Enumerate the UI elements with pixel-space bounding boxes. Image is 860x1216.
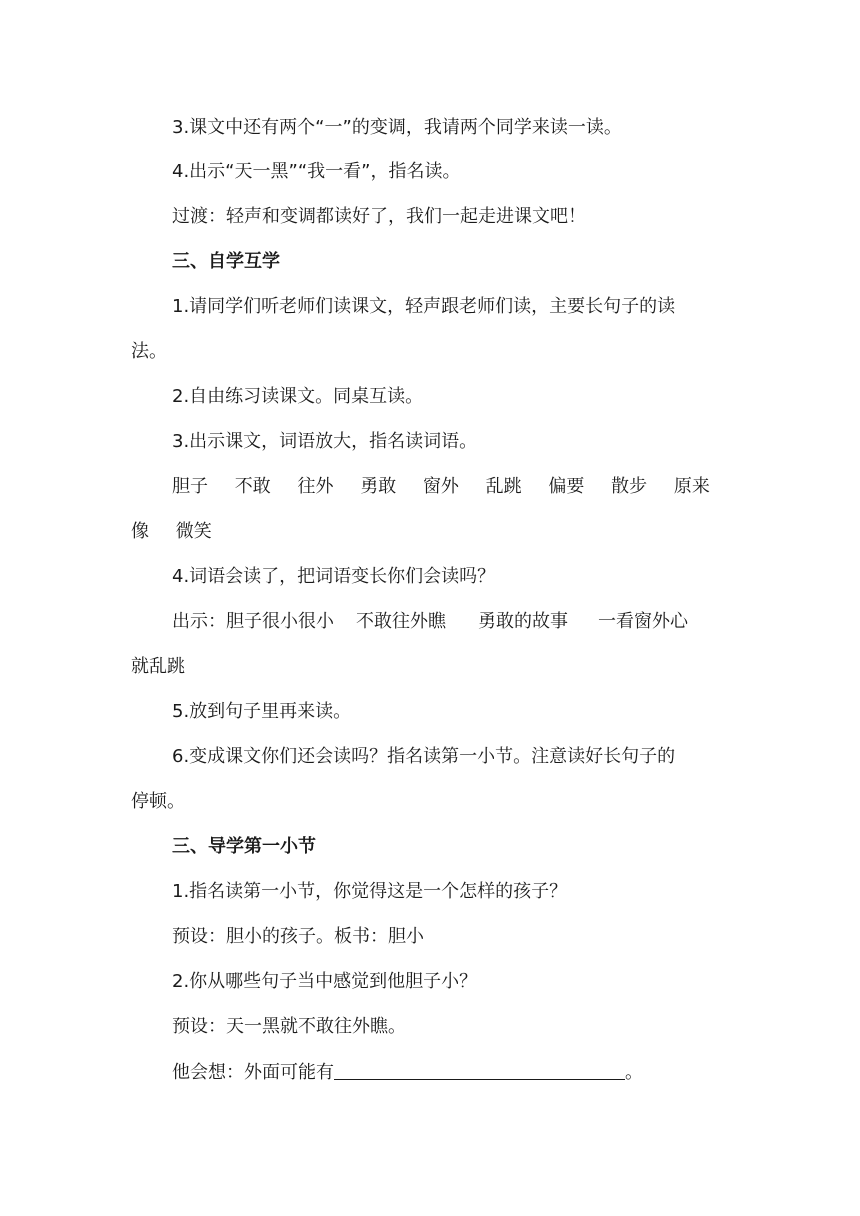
- paragraph-step-2-practice: 2.自由练习读课文。同桌互读。: [172, 386, 424, 407]
- phrase-row-continued: 就乱跳: [131, 656, 185, 677]
- phrase: 不敢往外瞧: [356, 611, 446, 632]
- vocab-word: 勇敢: [360, 476, 397, 497]
- fill-in-suffix: 。: [625, 1062, 643, 1083]
- phrase: 勇敢的故事: [478, 611, 568, 632]
- phrase: 胆子很小很小: [226, 611, 334, 632]
- paragraph-step-6-text: 6.变成课文你们还会读吗？指名读第一小节。注意读好长句子的: [172, 746, 676, 767]
- paragraph-step-3-tone-change: 3.课文中还有两个“一”的变调，我请两个同学来读一读。: [172, 117, 622, 138]
- paragraph-step-1-listen-continued: 法。: [131, 341, 167, 362]
- vocab-word: 散步: [611, 476, 648, 497]
- paragraph-transition: 过渡：轻声和变调都读好了，我们一起走进课文吧！: [172, 206, 586, 227]
- vocab-word: 不敢: [234, 476, 271, 497]
- vocabulary-row: [172, 476, 782, 498]
- paragraph-step-2-question: 2.你从哪些句子当中感觉到他胆子小？: [172, 971, 478, 992]
- paragraph-step-4-show: 4.出示“天一黑”“我一看”，指名读。: [172, 161, 461, 182]
- section-heading-first-section: 三、导学第一小节: [172, 836, 316, 857]
- vocab-word: 往外: [297, 476, 334, 497]
- paragraph-step-4-extend-words: 4.词语会读了，把词语变长你们会读吗？: [172, 566, 496, 587]
- section-heading-self-study: 三、自学互学: [172, 251, 280, 272]
- fill-in-sentence: [172, 1061, 782, 1084]
- phrase-prefix: 出示：: [172, 611, 226, 632]
- vocab-word: 乱跳: [485, 476, 522, 497]
- paragraph-preset-answer-1: 预设：胆小的孩子。板书：胆小: [172, 926, 424, 947]
- vocab-word: 窗外: [422, 476, 459, 497]
- paragraph-step-1-question: 1.指名读第一小节，你觉得这是一个怎样的孩子？: [172, 881, 568, 902]
- fill-in-blank: [334, 1061, 625, 1080]
- vocab-word: 微笑: [175, 521, 212, 542]
- paragraph-step-1-listen: 1.请同学们听老师们读课文，轻声跟老师们读，主要长句子的读: [172, 296, 676, 317]
- phrase: 一看窗外心: [598, 611, 688, 632]
- phrase-row: [172, 611, 782, 633]
- paragraph-step-6-text-continued: 停顿。: [131, 791, 185, 812]
- vocabulary-row-continued: [131, 521, 741, 543]
- vocab-word: 原来: [673, 476, 710, 497]
- vocab-word: 偏要: [548, 476, 585, 497]
- vocab-word: 像: [131, 521, 149, 542]
- fill-in-prefix: 他会想：外面可能有: [172, 1062, 334, 1083]
- paragraph-step-3-show-words: 3.出示课文，词语放大，指名读词语。: [172, 431, 478, 452]
- vocab-word: 胆子: [172, 476, 208, 497]
- paragraph-step-5-sentences: 5.放到句子里再来读。: [172, 701, 352, 722]
- paragraph-preset-answer-2: 预设：天一黑就不敢往外瞧。: [172, 1016, 406, 1037]
